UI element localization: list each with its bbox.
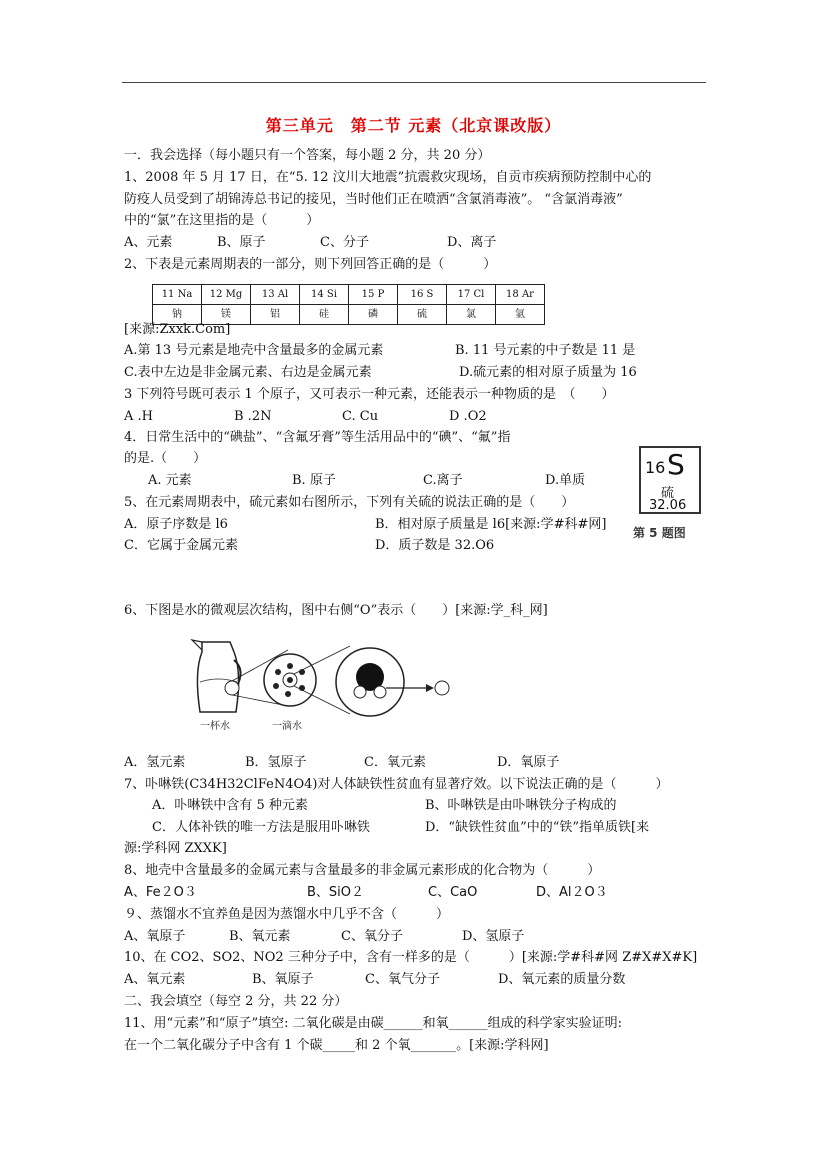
q5-option-a: A．原子序数是 l6 [124,517,228,532]
element-name-cell: 硫 [398,305,447,325]
q11-line2: 在一个二氧化碳分子中含有 1 个碳_____和 2 个氧_______。[来源:学科网] [124,1038,549,1053]
q9-option-c: C、氧分子 [341,929,403,944]
element-cell: 16 S [398,285,447,305]
q10-option-b: B、氧原子 [252,972,314,987]
q8-option-d: D、Al２O３ [536,885,608,900]
element-name-cell: 镁 [202,305,251,325]
q2-option-c: C.表中左边是非金属元素、右边是金属元素 [124,365,372,380]
q4-option-d: D.单质 [545,473,586,488]
q8-option-c: C、CaO [428,885,478,900]
sulfur-atomic-number: 16 [645,458,666,477]
q6-option-a: A．氢元素 [124,755,186,770]
q8-option-b: B、SiO２ [307,885,365,900]
q4-option-b: B. 原子 [292,473,336,488]
q1-option-c: C、分子 [320,235,369,250]
q7-option-a: A．卟啉铁中含有 5 种元素 [152,798,308,813]
water-structure-diagram [190,632,460,732]
q10-option-c: C、氧气分子 [365,972,440,987]
section-2-heading: 二、我会填空（每空 2 分，共 22 分） [124,994,348,1009]
section-1-heading: 一．我会选择（每小题只有一个答案，每小题 2 分，共 20 分） [124,148,491,163]
element-cell: 11 Na [153,285,202,305]
element-name-cell: 硅 [300,305,349,325]
q1-option-a: A、元素 [124,235,173,250]
q5-option-d: D．质子数是 32.O6 [375,538,495,553]
sulfur-symbol: S [667,448,685,481]
figure-5-caption: 第 5 题图 [633,526,686,540]
q8-option-a: A、Fe２O３ [124,885,197,900]
q4-option-a: A. 元素 [148,473,192,488]
q4-line2: 的是.（ ） [124,451,207,466]
periodic-table-fragment [152,284,545,325]
q3-stem: 3 下列符号既可表示 1 个原子，又可表示一种元素，还能表示一种物质的是 （ ） [124,387,615,402]
q3-option-d: D .O2 [449,409,487,424]
right-circle-o [435,681,449,695]
q3-option-b: B .2N [234,409,272,424]
q9-option-a: A、氧原子 [124,929,186,944]
q10-option-a: A、氧元素 [124,972,186,987]
header-rule [122,82,706,83]
q9-stem: ９、蒸馏水不宜养鱼是因为蒸馏水中几乎不含（ ） [124,907,450,922]
q1-line2: 防疫人员受到了胡锦涛总书记的接见，当时他们正在喷洒“含氯消毒液”。 “含氯消毒液” [124,192,623,207]
page-title: 第三单元 第二节 元素（北京课改版） [265,116,562,135]
hydrogen-atom [354,686,366,698]
q6-stem: 6、下图是水的微观层次结构，图中右侧“O”表示（ ）[来源:学_科_网] [124,603,548,618]
sulfur-element-card [639,446,701,514]
q7-option-d-cont: 源:学科网 ZXXK] [124,841,227,856]
q8-stem: 8、地壳中含量最多的金属元素与含量最多的非金属元素形成的化合物为（ ） [124,863,601,878]
q7-option-d: D．“缺铁性贫血”中的“铁”指单质铁[来 [425,820,650,835]
q5-stem: 5、在元素周期表中，硫元素如右图所示，下列有关硫的说法正确的是（ ） [124,495,575,510]
sulfur-atomic-mass: 32.06 [649,498,687,513]
q1-option-d: D、离子 [447,235,497,250]
q1-line3: 中的“氯”在这里指的是（ ） [124,213,320,228]
element-name-cell: 氩 [496,305,545,325]
q11-line1: 11、用“元素”和“原子”填空: 二氧化碳是由碳______和氧______组成的科学家实验证明: [124,1016,623,1031]
q6-option-d: D．氧原子 [497,755,560,770]
label-cup: 一杯水 [200,721,230,732]
q10-option-d: D、氧元素的质量分数 [498,972,626,987]
q5-option-c: C．它属于金属元素 [124,538,238,553]
pitcher-icon [197,642,238,712]
element-cell: 15 P [349,285,398,305]
q4-line1: 4．日常生活中的“碘盐”、“含氟牙膏”等生活用品中的“碘”、“氟”指 [124,430,511,445]
element-cell: 18 Ar [496,285,545,305]
q10-stem: 10、在 CO2、SO2、NO2 三种分子中，含有一样多的是（ ）[来源:学#科#网 Z#X#X#K] [124,950,698,965]
q9-option-d: D、氢原子 [462,929,525,944]
element-name-cell: 磷 [349,305,398,325]
element-cell: 14 Si [300,285,349,305]
q7-stem: 7、卟啉铁(C34H32ClFeN4O4)对人体缺铁性贫血有显著疗效。以下说法正确的是（ ） [124,777,669,792]
q2-option-b: B. 11 号元素的中子数是 11 是 [455,343,636,358]
q9-option-b: B、氧元素 [229,929,291,944]
q7-option-c: C．人体补铁的唯一方法是服用卟啉铁 [152,820,370,835]
q1-line1: 1、2008 年 5 月 17 日，在“5. 12 汶川大地震”抗震救灾现场，自贡市疾病预防控制中心的 [124,170,652,185]
q3-option-c: C. Cu [342,409,379,424]
q6-option-c: C．氧元素 [364,755,426,770]
q2-stem: 2、下表是元素周期表的一部分，则下列回答正确的是（ ） [124,257,497,272]
q2-source: [来源:Zxxk.Com] [124,322,231,337]
element-cell: 17 Cl [447,285,496,305]
q7-option-b: B、卟啉铁是由卟啉铁分子构成的 [425,798,617,813]
element-name-cell: 氯 [447,305,496,325]
element-cell: 13 Al [251,285,300,305]
hydrogen-atom [374,686,386,698]
q2-option-a: A.第 13 号元素是地壳中含量最多的金属元素 [124,343,384,358]
sulfur-chinese-name: 硫 [661,486,675,501]
q2-option-d: D.硫元素的相对原子质量为 16 [459,365,637,380]
q1-option-b: B、原子 [217,235,266,250]
q6-option-b: B．氢原子 [245,755,307,770]
q4-option-c: C.离子 [423,473,463,488]
element-cell: 12 Mg [202,285,251,305]
label-drop: 一滴水 [272,721,302,732]
q5-option-b: B．相对原子质量是 l6[来源:学#科#网] [375,517,607,532]
q3-option-a: A .H [124,409,153,424]
element-name-cell: 铝 [251,305,300,325]
element-name-cell: 钠 [153,305,202,325]
